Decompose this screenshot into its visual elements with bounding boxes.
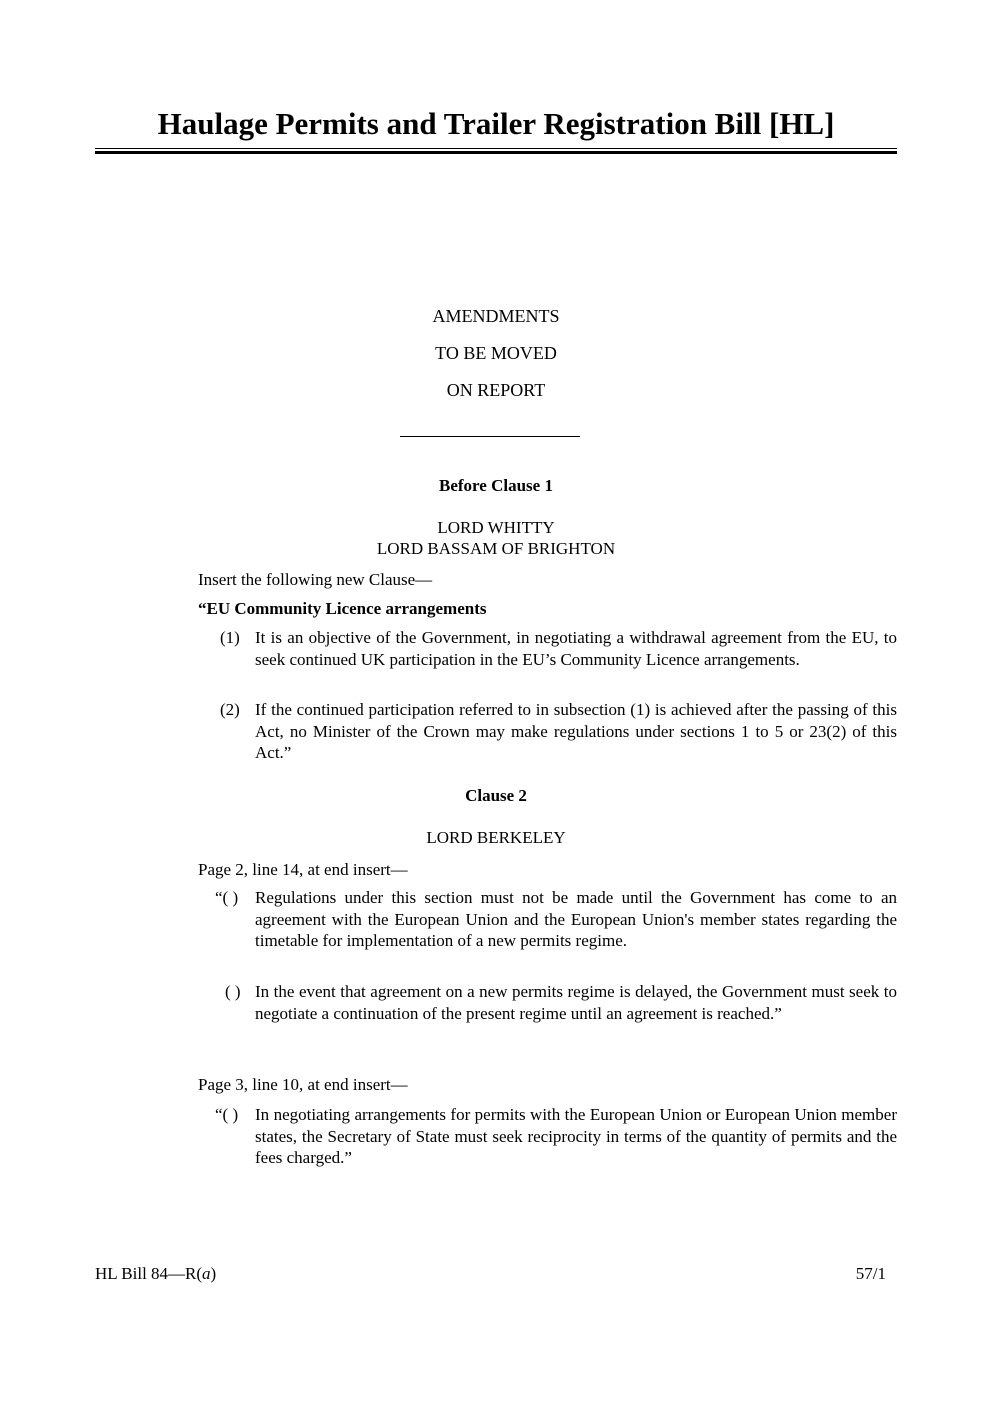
section-heading-before-clause-1: Before Clause 1 bbox=[439, 476, 553, 495]
page-reference: 57/1 bbox=[855, 1264, 886, 1283]
title-rule-thin bbox=[95, 148, 897, 149]
subsection-number: ( ) bbox=[225, 982, 241, 1001]
member-name: LORD BERKELEY bbox=[426, 828, 566, 847]
subsection bbox=[220, 699, 897, 764]
cover-line-to-be-moved: TO BE MOVED bbox=[435, 343, 557, 363]
bill-ref-prefix: HL Bill 84—R( bbox=[95, 1264, 203, 1283]
subsection bbox=[215, 1104, 897, 1169]
new-clause-title: “EU Community Licence arrangements bbox=[198, 599, 487, 618]
bill-ref-italic: a bbox=[202, 1264, 211, 1283]
member-name: LORD WHITTY bbox=[437, 518, 555, 537]
subsection bbox=[215, 887, 897, 952]
subsection-text: In negotiating arrangements for permits with the European Union or European Union member states, the Secretary of State must seek reciprocity in terms of the quantity of permits and the fees charged.” bbox=[255, 1105, 897, 1168]
member-name: LORD BASSAM OF BRIGHTON bbox=[376, 539, 616, 558]
document-title: Haulage Permits and Trailer Registration Bill [HL] bbox=[157, 106, 835, 141]
subsection-text: In the event that agreement on a new permits regime is delayed, the Government must seek to negotiate a continuation of the present regime until an agreement is reached.” bbox=[255, 982, 897, 1023]
bill-ref-suffix: ) bbox=[210, 1264, 217, 1283]
subsection-number: “( ) bbox=[215, 1105, 239, 1124]
subsection-number: (1) bbox=[220, 628, 240, 647]
amendment-instruction: Page 3, line 10, at end insert— bbox=[198, 1075, 408, 1094]
divider bbox=[400, 436, 580, 437]
amendment-instruction: Page 2, line 14, at end insert— bbox=[198, 860, 408, 879]
subsection bbox=[220, 627, 897, 670]
amendment-instruction: Insert the following new Clause— bbox=[198, 570, 433, 589]
subsection-number: “( ) bbox=[215, 888, 239, 907]
subsection-text: It is an objective of the Government, in negotiating a withdrawal agreement from the EU, to seek continued UK participation in the EU’s Community Licence arrangements. bbox=[255, 628, 897, 669]
section-heading-clause-2: Clause 2 bbox=[465, 786, 527, 805]
subsection-number: (2) bbox=[220, 700, 240, 719]
subsection bbox=[220, 981, 897, 1024]
bill-reference bbox=[95, 1264, 216, 1284]
cover-line-amendments: AMENDMENTS bbox=[432, 306, 560, 326]
subsection-text: If the continued participation referred to in subsection (1) is achieved after the passing of this Act, no Minister of the Crown may make regulations under sections 1 to 5 or 23(2) of this Act.” bbox=[255, 700, 897, 763]
subsection-text: Regulations under this section must not be made until the Government has come to an agreement with the European Union and the European Union's member states regarding the timetable for implementation of a new permits regime. bbox=[255, 888, 897, 951]
title-rule-thick bbox=[95, 151, 897, 154]
cover-line-on-report: ON REPORT bbox=[446, 380, 546, 400]
